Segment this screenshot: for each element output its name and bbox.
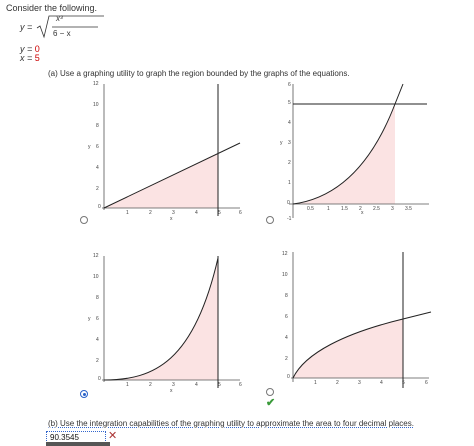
svg-text:0.5: 0.5 bbox=[307, 206, 314, 212]
svg-text:2: 2 bbox=[96, 186, 99, 192]
graph-option-a bbox=[84, 80, 244, 220]
region-fill bbox=[293, 104, 395, 204]
fraction-denominator: 6 − x bbox=[53, 29, 71, 38]
svg-text:0: 0 bbox=[98, 204, 101, 210]
svg-text:1.5: 1.5 bbox=[341, 206, 348, 212]
graph-option-c bbox=[84, 252, 244, 394]
part-b-question: (b) Use the integration capabilities of the graphing utility to approximate the area to four decimal places. bbox=[48, 419, 414, 428]
option-d-radio[interactable] bbox=[266, 388, 274, 396]
svg-text:5: 5 bbox=[218, 210, 221, 216]
incorrect-x-icon: ✕ bbox=[108, 430, 118, 442]
option-b-radio[interactable] bbox=[266, 216, 274, 224]
svg-text:5: 5 bbox=[288, 100, 291, 106]
svg-text:2: 2 bbox=[149, 382, 152, 388]
svg-text:3: 3 bbox=[172, 210, 175, 216]
svg-text:y: y bbox=[88, 144, 91, 150]
svg-text:x: x bbox=[170, 216, 173, 222]
svg-text:3: 3 bbox=[172, 382, 175, 388]
svg-text:2: 2 bbox=[359, 206, 362, 212]
equation-y-zero: y = 0 bbox=[20, 44, 40, 54]
svg-text:12: 12 bbox=[282, 251, 288, 257]
svg-text:4: 4 bbox=[96, 165, 99, 171]
svg-text:3: 3 bbox=[288, 140, 291, 146]
graph-option-b bbox=[280, 80, 435, 222]
svg-text:2: 2 bbox=[149, 210, 152, 216]
svg-text:2: 2 bbox=[288, 160, 291, 166]
region-fill bbox=[104, 258, 218, 380]
svg-text:6: 6 bbox=[96, 316, 99, 322]
fraction-numerator: x³ bbox=[56, 14, 63, 23]
svg-text:4: 4 bbox=[380, 380, 383, 386]
svg-text:1: 1 bbox=[288, 180, 291, 186]
svg-text:1: 1 bbox=[126, 210, 129, 216]
part-a-question: (a) Use a graphing utility to graph the region bounded by the graphs of the equations. bbox=[48, 69, 350, 78]
svg-text:3: 3 bbox=[358, 380, 361, 386]
option-c-radio[interactable] bbox=[80, 390, 88, 398]
svg-text:2.5: 2.5 bbox=[373, 206, 380, 212]
svg-text:2: 2 bbox=[285, 356, 288, 362]
answer-toolbar bbox=[46, 442, 110, 446]
svg-text:4: 4 bbox=[195, 382, 198, 388]
equation-y-label: y = bbox=[20, 22, 33, 32]
svg-text:8: 8 bbox=[96, 123, 99, 129]
svg-text:3: 3 bbox=[391, 206, 394, 212]
svg-text:-1: -1 bbox=[287, 216, 292, 222]
svg-text:5: 5 bbox=[402, 380, 405, 386]
svg-text:y: y bbox=[88, 316, 91, 322]
svg-text:12: 12 bbox=[93, 253, 99, 259]
svg-text:6: 6 bbox=[239, 382, 242, 388]
svg-text:4: 4 bbox=[288, 120, 291, 126]
svg-text:10: 10 bbox=[93, 102, 99, 108]
area-answer-input[interactable]: 90.3545 bbox=[46, 431, 106, 443]
option-a-radio[interactable] bbox=[80, 216, 88, 224]
svg-text:1: 1 bbox=[314, 380, 317, 386]
svg-text:6: 6 bbox=[239, 210, 242, 216]
svg-text:4: 4 bbox=[285, 335, 288, 341]
svg-text:1: 1 bbox=[126, 382, 129, 388]
svg-text:10: 10 bbox=[282, 272, 288, 278]
svg-text:4: 4 bbox=[195, 210, 198, 216]
svg-text:0: 0 bbox=[98, 376, 101, 382]
svg-text:1: 1 bbox=[327, 206, 330, 212]
svg-text:2: 2 bbox=[96, 358, 99, 364]
graph-option-d bbox=[282, 248, 435, 394]
svg-text:5: 5 bbox=[218, 382, 221, 388]
region-fill bbox=[293, 319, 403, 378]
svg-text:6: 6 bbox=[96, 144, 99, 150]
svg-text:12: 12 bbox=[93, 81, 99, 87]
intro-text: Consider the following. bbox=[6, 3, 98, 13]
svg-text:x: x bbox=[361, 210, 364, 216]
svg-text:3.5: 3.5 bbox=[405, 206, 412, 212]
equation-x-five: x = 5 bbox=[20, 53, 40, 63]
svg-text:2: 2 bbox=[336, 380, 339, 386]
svg-text:y: y bbox=[280, 140, 283, 146]
svg-text:6: 6 bbox=[425, 380, 428, 386]
svg-text:10: 10 bbox=[93, 274, 99, 280]
svg-text:8: 8 bbox=[285, 293, 288, 299]
correct-check-icon: ✔ bbox=[266, 397, 276, 409]
svg-text:4: 4 bbox=[96, 337, 99, 343]
svg-text:8: 8 bbox=[96, 295, 99, 301]
svg-text:6: 6 bbox=[288, 82, 291, 88]
sqrt-symbol bbox=[36, 14, 106, 40]
svg-text:x: x bbox=[170, 388, 173, 394]
svg-text:6: 6 bbox=[285, 314, 288, 320]
svg-text:0: 0 bbox=[287, 374, 290, 380]
svg-text:0: 0 bbox=[287, 200, 290, 206]
